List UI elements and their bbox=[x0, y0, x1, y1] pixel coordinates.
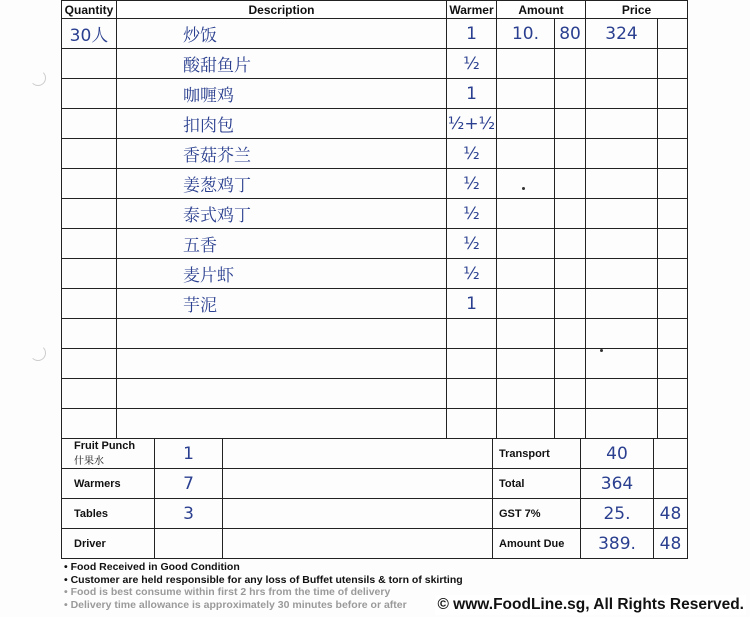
row-price bbox=[586, 229, 658, 259]
row-price bbox=[586, 259, 658, 289]
table-row bbox=[62, 259, 688, 289]
row-quantity bbox=[62, 169, 117, 199]
row-price bbox=[586, 349, 658, 379]
row-amount-cents bbox=[555, 349, 586, 379]
row-quantity bbox=[62, 409, 117, 439]
driver-label: Driver bbox=[62, 529, 155, 559]
row-amount bbox=[497, 109, 555, 139]
row-warmer: ½+½ bbox=[447, 109, 497, 139]
tables-label: Tables bbox=[62, 499, 155, 529]
row-quantity bbox=[62, 49, 117, 79]
summary-row-fruit-punch bbox=[62, 439, 688, 469]
row-amount-cents bbox=[555, 169, 586, 199]
row-amount bbox=[497, 409, 555, 439]
row-description: 香菇芥兰 bbox=[117, 139, 447, 169]
row-amount bbox=[497, 289, 555, 319]
order-table bbox=[61, 0, 688, 439]
row-price bbox=[586, 79, 658, 109]
total-cents bbox=[654, 469, 688, 499]
row-price-cents bbox=[658, 229, 688, 259]
note-item: • Customer are held responsible for any loss of Buffet utensils & torn of skirting bbox=[64, 573, 463, 586]
row-warmer bbox=[447, 319, 497, 349]
row-price-cents bbox=[658, 49, 688, 79]
row-description: 泰式鸡丁 bbox=[117, 199, 447, 229]
summary-row-driver bbox=[62, 529, 688, 559]
row-quantity bbox=[62, 259, 117, 289]
table-row bbox=[62, 289, 688, 319]
row-amount bbox=[497, 49, 555, 79]
row-amount-cents bbox=[555, 229, 586, 259]
table-row bbox=[62, 409, 688, 439]
table-row bbox=[62, 229, 688, 259]
table-row bbox=[62, 319, 688, 349]
row-amount-cents bbox=[555, 319, 586, 349]
row-description bbox=[117, 349, 447, 379]
row-amount bbox=[497, 319, 555, 349]
row-price-cents bbox=[658, 169, 688, 199]
binder-hole-top bbox=[30, 70, 46, 86]
row-quantity bbox=[62, 349, 117, 379]
row-amount bbox=[497, 199, 555, 229]
note-item: • Food is best consume within first 2 hrs from the time of delivery bbox=[64, 586, 391, 598]
row-amount-cents bbox=[555, 199, 586, 229]
table-row bbox=[62, 349, 688, 379]
amount-due-value: 389. bbox=[581, 529, 654, 559]
row-description: 扣肉包 bbox=[117, 109, 447, 139]
row-price bbox=[586, 289, 658, 319]
row-warmer: ½ bbox=[447, 169, 497, 199]
amount-due-label: Amount Due bbox=[493, 529, 581, 559]
row-warmer bbox=[447, 349, 497, 379]
row-price bbox=[586, 319, 658, 349]
header-warmer: Warmer bbox=[447, 1, 497, 19]
row-warmer: 1 bbox=[447, 289, 497, 319]
summary-row-tables bbox=[62, 499, 688, 529]
row-warmer: 1 bbox=[447, 79, 497, 109]
transport-cents bbox=[654, 439, 688, 469]
row-description: 姜葱鸡丁 bbox=[117, 169, 447, 199]
row-price-cents bbox=[658, 79, 688, 109]
row-quantity bbox=[62, 379, 117, 409]
row-price-cents bbox=[658, 139, 688, 169]
table-row bbox=[62, 139, 688, 169]
row-price bbox=[586, 199, 658, 229]
total-value: 364 bbox=[581, 469, 654, 499]
row-warmer: ½ bbox=[447, 229, 497, 259]
row-warmer: ½ bbox=[447, 49, 497, 79]
fruit-punch-label-en: Fruit Punch bbox=[74, 440, 136, 452]
row-price: 324 bbox=[586, 19, 658, 49]
total-label: Total bbox=[493, 469, 581, 499]
row-price bbox=[586, 379, 658, 409]
row-quantity bbox=[62, 109, 117, 139]
note-item: • Delivery time allowance is approximately 30 minutes before or after bbox=[64, 598, 407, 611]
table-row bbox=[62, 379, 688, 409]
row-price-cents bbox=[658, 409, 688, 439]
row-description: 咖喱鸡 bbox=[117, 79, 447, 109]
fruit-punch-label-cn: 什果水 bbox=[74, 456, 104, 467]
row-price-cents bbox=[658, 289, 688, 319]
driver-value bbox=[155, 529, 223, 559]
table-row bbox=[62, 109, 688, 139]
row-amount bbox=[497, 379, 555, 409]
summary-blank bbox=[223, 469, 493, 499]
row-quantity: 30人 bbox=[62, 19, 117, 49]
row-warmer: ½ bbox=[447, 139, 497, 169]
row-amount bbox=[497, 259, 555, 289]
table-row bbox=[62, 199, 688, 229]
row-price bbox=[586, 49, 658, 79]
order-header-row bbox=[62, 1, 688, 19]
fruit-punch-label bbox=[62, 439, 155, 469]
ink-speck bbox=[600, 349, 603, 352]
row-quantity bbox=[62, 289, 117, 319]
table-row bbox=[62, 19, 688, 49]
summary-blank bbox=[223, 529, 493, 559]
amount-due-cents: 48 bbox=[654, 529, 688, 559]
row-price-cents bbox=[658, 259, 688, 289]
gst-value: 25. bbox=[581, 499, 654, 529]
row-quantity bbox=[62, 199, 117, 229]
row-quantity bbox=[62, 79, 117, 109]
row-price-cents bbox=[658, 319, 688, 349]
row-price-cents bbox=[658, 199, 688, 229]
gst-cents: 48 bbox=[654, 499, 688, 529]
row-amount-cents bbox=[555, 379, 586, 409]
tables-qty: 3 bbox=[155, 499, 223, 529]
row-amount-cents bbox=[555, 49, 586, 79]
summary-table bbox=[61, 438, 688, 559]
row-price-cents bbox=[658, 379, 688, 409]
row-description bbox=[117, 319, 447, 349]
row-amount-cents bbox=[555, 259, 586, 289]
row-amount: 10. bbox=[497, 19, 555, 49]
row-description: 酸甜鱼片 bbox=[117, 49, 447, 79]
fruit-punch-qty: 1 bbox=[155, 439, 223, 469]
ink-speck bbox=[522, 187, 525, 190]
note-item: • Food Received in Good Condition bbox=[64, 561, 240, 573]
row-amount-cents bbox=[555, 139, 586, 169]
row-description: 五香 bbox=[117, 229, 447, 259]
row-description: 芋泥 bbox=[117, 289, 447, 319]
warmers-qty: 7 bbox=[155, 469, 223, 499]
row-amount bbox=[497, 229, 555, 259]
row-description: 炒饭 bbox=[117, 19, 447, 49]
row-price-cents bbox=[658, 349, 688, 379]
row-amount-cents bbox=[555, 409, 586, 439]
warmers-label: Warmers bbox=[62, 469, 155, 499]
row-description: 麦片虾 bbox=[117, 259, 447, 289]
row-warmer bbox=[447, 379, 497, 409]
binder-hole-bottom bbox=[30, 345, 46, 361]
row-warmer: 1 bbox=[447, 19, 497, 49]
copyright-watermark: © www.FoodLine.sg, All Rights Reserved. bbox=[437, 596, 744, 613]
summary-blank bbox=[223, 439, 493, 469]
row-amount bbox=[497, 349, 555, 379]
table-row bbox=[62, 79, 688, 109]
summary-blank bbox=[223, 499, 493, 529]
row-warmer: ½ bbox=[447, 259, 497, 289]
row-quantity bbox=[62, 229, 117, 259]
row-price bbox=[586, 139, 658, 169]
header-amount: Amount bbox=[497, 1, 586, 19]
table-row bbox=[62, 169, 688, 199]
row-warmer: ½ bbox=[447, 199, 497, 229]
row-amount-cents bbox=[555, 289, 586, 319]
row-price-cents bbox=[658, 19, 688, 49]
table-row bbox=[62, 49, 688, 79]
row-amount bbox=[497, 169, 555, 199]
header-quantity: Quantity bbox=[62, 1, 117, 19]
row-amount bbox=[497, 139, 555, 169]
row-quantity bbox=[62, 139, 117, 169]
row-amount-cents bbox=[555, 109, 586, 139]
row-warmer bbox=[447, 409, 497, 439]
header-description: Description bbox=[117, 1, 447, 19]
summary-row-warmers bbox=[62, 469, 688, 499]
row-description bbox=[117, 379, 447, 409]
row-amount-cents bbox=[555, 79, 586, 109]
header-price: Price bbox=[586, 1, 688, 19]
row-price-cents bbox=[658, 109, 688, 139]
row-price bbox=[586, 409, 658, 439]
delivery-notes bbox=[64, 561, 463, 611]
row-description bbox=[117, 409, 447, 439]
row-price bbox=[586, 109, 658, 139]
row-amount bbox=[497, 79, 555, 109]
transport-label: Transport bbox=[493, 439, 581, 469]
row-quantity bbox=[62, 319, 117, 349]
row-amount-cents: 80 bbox=[555, 19, 586, 49]
row-price bbox=[586, 169, 658, 199]
gst-label: GST 7% bbox=[493, 499, 581, 529]
transport-value: 40 bbox=[581, 439, 654, 469]
